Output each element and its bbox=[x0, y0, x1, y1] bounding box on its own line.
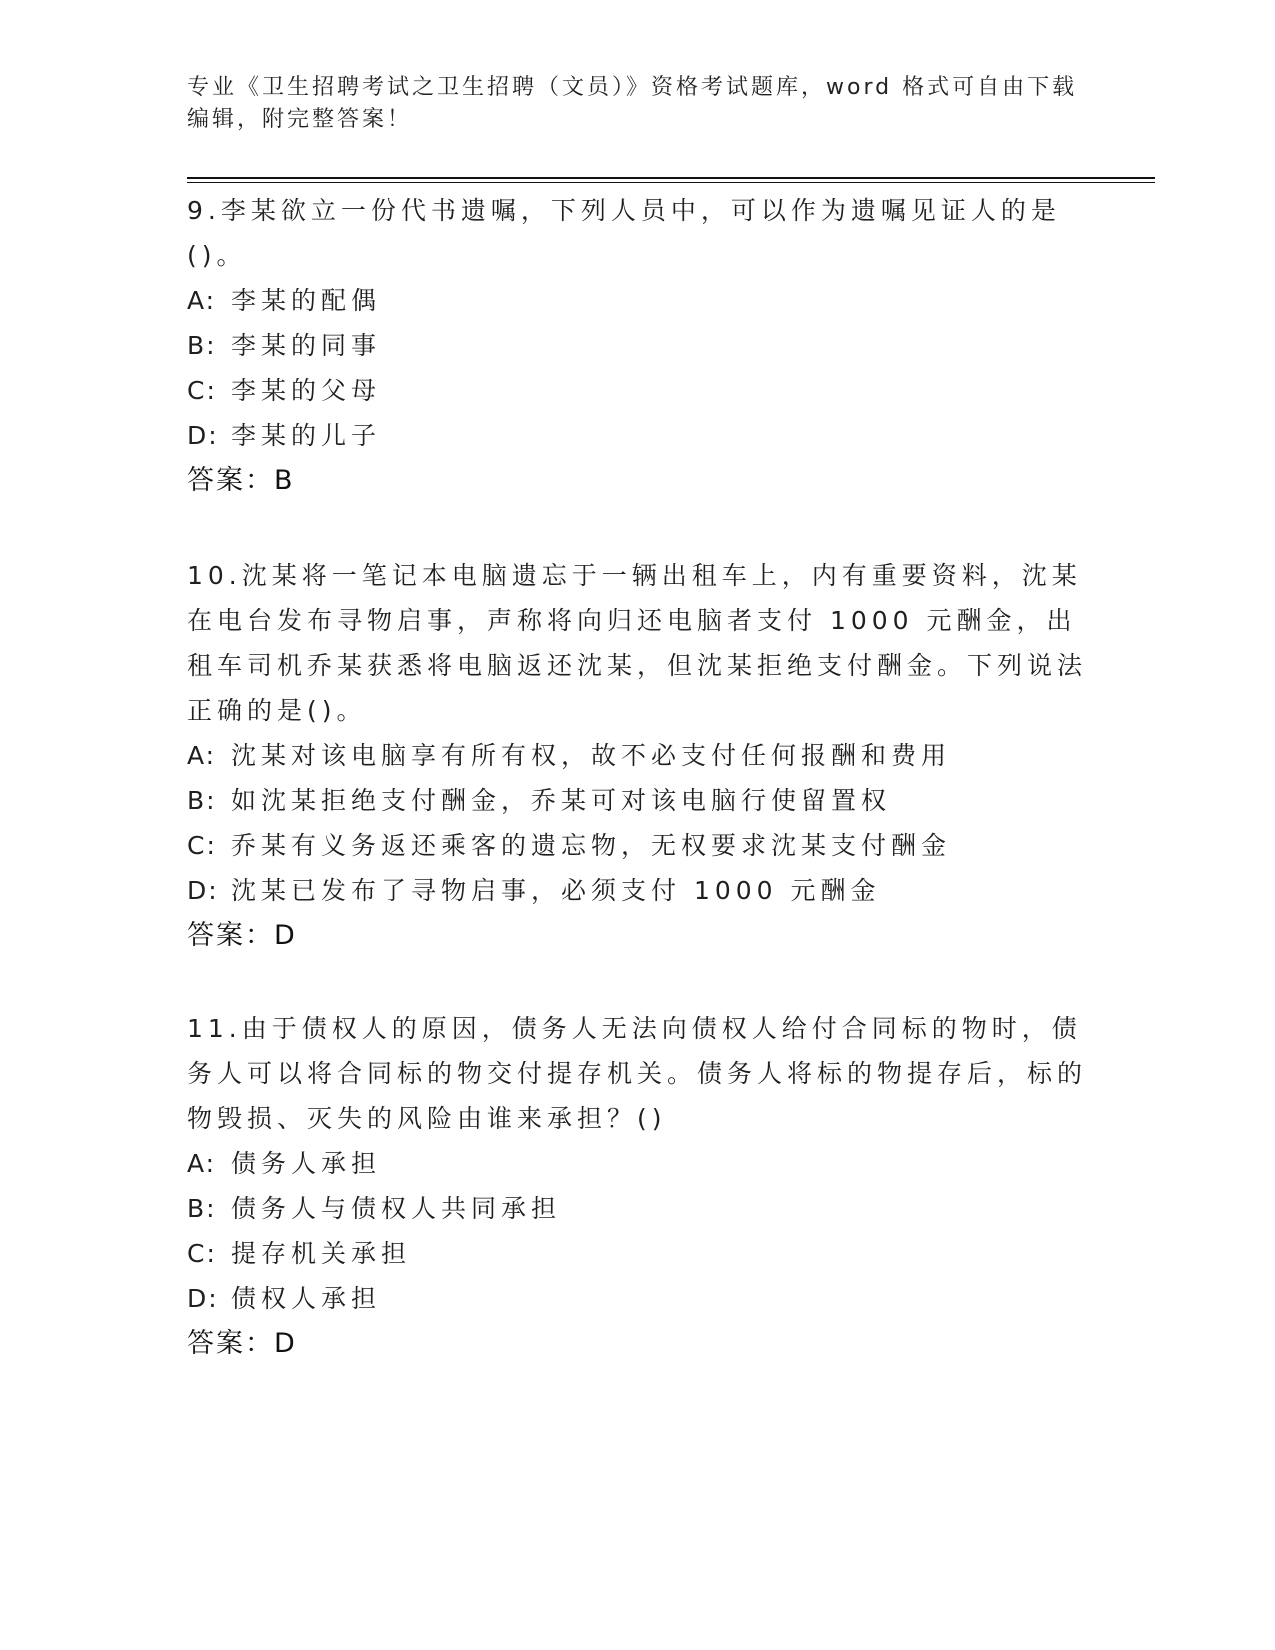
question-10 bbox=[187, 553, 1087, 958]
header-line-1: 专业《卫生招聘考试之卫生招聘（文员）》资格考试题库，word 格式可自由下载 bbox=[187, 75, 1078, 100]
option-d: D: 李某的儿子 bbox=[187, 421, 382, 450]
question-text: 9.李某欲立一份代书遗嘱，下列人员中，可以作为遗嘱见证人的是()。 bbox=[187, 196, 1061, 270]
option-c: C: 乔某有义务返还乘客的遗忘物，无权要求沈某支付酬金 bbox=[187, 831, 952, 860]
option-c: C: 提存机关承担 bbox=[187, 1239, 412, 1268]
option-a: A: 李某的配偶 bbox=[187, 286, 382, 315]
question-text: 11.由于债权人的原因，债务人无法向债权人给付合同标的物时，债务人可以将合同标的物交付提存机关。债务人将标的物提存后，标的物毁损、灭失的风险由谁来承担？() bbox=[187, 1014, 1088, 1133]
header-divider-thick bbox=[187, 177, 1155, 179]
header-divider-thin bbox=[187, 182, 1155, 183]
option-d: D: 债权人承担 bbox=[187, 1284, 382, 1313]
option-a: A: 债务人承担 bbox=[187, 1149, 382, 1178]
option-d: D: 沈某已发布了寻物启事，必须支付 1000 元酬金 bbox=[187, 876, 881, 905]
document-header bbox=[187, 72, 1087, 136]
header-line-2: 编辑，附完整答案！ bbox=[187, 107, 413, 132]
answer: 答案：D bbox=[187, 920, 297, 951]
option-b: B: 李某的同事 bbox=[187, 331, 382, 360]
option-b: B: 如沈某拒绝支付酬金，乔某可对该电脑行使留置权 bbox=[187, 786, 892, 815]
option-b: B: 债务人与债权人共同承担 bbox=[187, 1194, 562, 1223]
answer: 答案：B bbox=[187, 465, 295, 496]
answer: 答案：D bbox=[187, 1328, 297, 1359]
question-9 bbox=[187, 188, 1087, 503]
option-a: A: 沈某对该电脑享有所有权，故不必支付任何报酬和费用 bbox=[187, 741, 952, 770]
option-c: C: 李某的父母 bbox=[187, 376, 382, 405]
question-11 bbox=[187, 1006, 1087, 1366]
question-text: 10.沈某将一笔记本电脑遗忘于一辆出租车上，内有重要资料，沈某在电台发布寻物启事，声称将向归还电脑者支付 1000 元酬金，出租车司机乔某获悉将电脑返还沈某，但沈某拒绝支付酬金。下列说法正确的是()。 bbox=[187, 561, 1088, 725]
